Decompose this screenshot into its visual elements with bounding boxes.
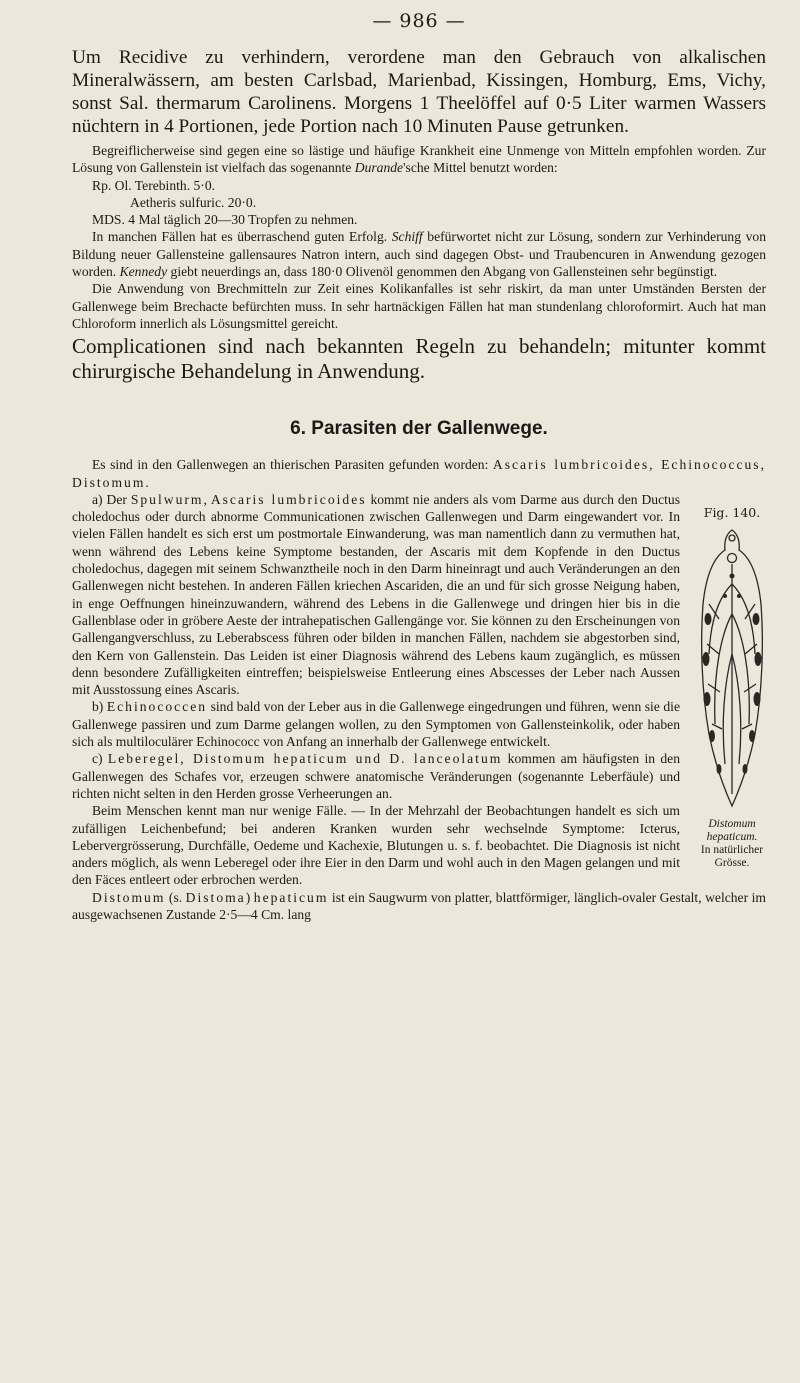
liver-fluke-illustration: [697, 524, 767, 814]
echinococcus-paragraph: b) Echinococcen sind bald von der Leber aus in die Gallenwege eingedrungen und führen, wenn sie die Gallenwege passiren und zum Darme gelangen wollen, zu den Symptomen von Gallensteinkolik, oder haben sich als multiloculärer Echinococc von Anfang an innerhalb der Gallenwege entwickelt.: [72, 699, 680, 750]
schiff-paragraph: In manchen Fällen hat es überraschend guten Erfolg. Schiff befürwortet nicht zur Lösung, sondern zur Verhinderung von Bildung neuer Gallensteine gallensaures Natron intern, auch sind dagegen Obst- und Traubencuren in Anwendung gezogen worden. Kennedy giebt neuerdings an, dass 180·0 Olivenöl genommen den Abgang von Gallensteinen sehr begünstigt.: [72, 229, 766, 280]
distomum-paragraph: Distomum (s. Distoma) hepaticum ist ein Saugwurm von platter, blattförmiger, länglich-ovaler Gestalt, welcher im ausgewachsenen Zustande 2·5—4 Cm. lang: [72, 889, 766, 922]
author-kennedy: Kennedy: [119, 264, 168, 280]
parasites-intro-paragraph: Es sind in den Gallenwegen an thierischen Parasiten gefunden worden: Ascaris lumbricoides, Echinococcus, Distomum.: [72, 457, 766, 490]
author-schiff: Schiff: [391, 229, 423, 245]
emetics-paragraph: Die Anwendung von Brechmitteln zur Zeit eines Kolikanfalles ist sehr riskirt, da man unter Umständen Bersten der Gallenwege beim Brechacte befürchten muss. In sehr hartnäckigen Fällen hat man stundenlang chloroformirt. Auch hat man Chloroform innerlich als Lösungsmittel gereicht.: [72, 281, 766, 331]
figure-140: [690, 505, 774, 870]
term-distomum: Distomum: [92, 889, 166, 905]
figure-caption-note: In natürlicher Grösse.: [700, 843, 764, 869]
term-spulwurm: Spulwurm: [130, 491, 204, 507]
gallstone-remedies-paragraph: Begreiflicherweise sind gegen eine so lästige und häufige Krankheit eine Unmenge von Mitteln empfohlen worden. Zur Lösung von Gallenstein ist vielfach das sogenannte Durande'sche Mittel benutzt worden:: [72, 143, 766, 176]
prescription-line-3: MDS. 4 Mal täglich 20—30 Tropfen zu nehmen.: [92, 212, 358, 228]
prescription-line-1: Rp. Ol. Terebinth. 5·0.: [92, 177, 216, 193]
term-distoma: Distoma: [185, 889, 246, 905]
term-leberegel: Leberegel, Distomum hepaticum und D. lanceolatum: [107, 751, 503, 767]
page-number: — 986 —: [372, 10, 466, 32]
leberegel-paragraph: c) Leberegel, Distomum hepaticum und D. lanceolatum kommen am häufigsten in den Gallenwegen des Schafes vor, erzeugen schwere anatomische Veränderungen (sogenannte Leberfäule) und richten nicht selten in den Herden grosse Verheerungen an.: [72, 751, 680, 801]
prescription-line-2: Aetheris sulfuric. 20·0.: [130, 194, 257, 210]
intro-paragraph: Um Recidive zu verhindern, verordene man den Gebrauch von alkalischen Mineralwässern, am besten Carlsbad, Marienbad, Kissingen, Homburg, Ems, Vichy, sonst Sal. thermarum Carolinens. Morgens 1 Theelöffel auf 0·5 Liter warmen Wassers nüchtern in 4 Portionen, jede Portion nach 10 Minuten Pause getrunken.: [72, 47, 766, 137]
term-ascaris: Ascaris lumbricoides: [210, 491, 367, 507]
prescription: [72, 177, 766, 229]
author-durande: Durande: [354, 160, 404, 176]
figure-caption: [690, 818, 774, 870]
figure-caption-name: Distomum hepaticum.: [706, 817, 758, 843]
term-hepaticum: hepaticum: [253, 889, 329, 905]
figure-label: Fig. 140.: [703, 504, 761, 520]
term-echinococcen: Echinococcen: [106, 699, 208, 715]
complications-paragraph: Complicationen sind nach bekannten Regeln zu behandeln; mitunter kommt chirurgische Behandelung in Anwendung.: [72, 334, 766, 384]
human-cases-paragraph: Beim Menschen kennt man nur wenige Fälle. — In der Mehrzahl der Beobachtungen handelt es sich um zufälligen Leichenbefund; bei anderen Kranken wurden sehr wechselnde Symptome: Icterus, Lebervergrösserung, Durchfälle, Oedeme und Kachexie, Blutungen u. s. f. beobachtet. Die Diagnosis ist nicht anders möglich, als wenn Leberegel oder ihre Eier in den Darm und wohl auch in den Magen gelangen und mit den Fäces entleert oder erbrochen werden.: [72, 803, 680, 888]
section-heading: 6. Parasiten der Gallenwege.: [290, 418, 548, 440]
parasite-list: Ascaris lumbricoides, Echinococcus, Distomum.: [72, 457, 766, 490]
ascaris-paragraph: a) Der Spulwurm, Ascaris lumbricoides kommt nie anders als vom Darme aus durch den Ductus choledochus oder durch abnorme Communicationen zwischen Gallenwegen und Darm eingewandert vor. In vielen Fällen handelt es sich erst um postmortale Einwanderung, was man namentlich dann zu vermuthen hat, wenn während des Lebens keine Symptome bestanden, der Ascaris mit dem Kopfende in den Ductus choledochus, dagegen mit seinem Schwanztheile noch in den Darm hineinragt und auch Veränderungen an den Gallenwegen nicht bestehen. In anderen Fällen kriechen Ascariden, die an und für sich grosse Neigung haben, in enge Oeffnungen hineinzuwandern, während des Lebens in die Gallenwege und dringen hier bis in die Gallenblase oder in gröbere Aeste der intrahepatischen Gallengänge vor. Sie können zu den Erscheinungen von Gallengangverschluss, zu Leberabscess führen oder bilden in manchen Fällen, nachdem sie abgestorben sind, den Kern von Gallenstein. Das Leiden ist einer Diagnosis während des Lebens kaum zugänglich, es müssen denn besondere Zufälligkeiten eintreffen; beispielsweise Entleerung eines Abscesses der Leber nach Aussen mit Ausstossung eines Ascaris.: [72, 491, 680, 698]
